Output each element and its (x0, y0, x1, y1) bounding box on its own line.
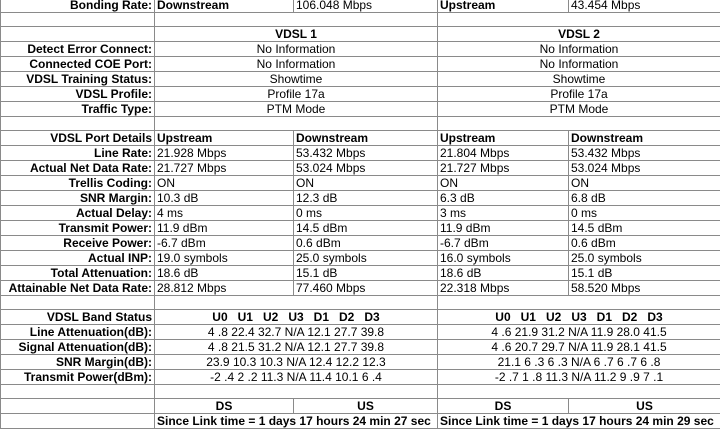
vdsl2-bands-header: U0 U1 U2 U3 D1 D2 D3 (438, 310, 720, 325)
status-row: VDSL Training Status: Showtime Showtime (1, 72, 720, 87)
bonding-downstream-label: Downstream (155, 0, 294, 13)
vdsl2-us-header: US (569, 399, 720, 414)
vdsl1-upstream-header: Upstream (155, 131, 294, 146)
bonding-downstream-value: 106.048 Mbps (294, 0, 438, 13)
link-time-row (1, 414, 720, 429)
band-row: Signal Attenuation(dB): 4 .8 21.5 31.2 N/A 12.1 27.7 39.8 4 .6 20.7 29.7 N/A 11.9 28.1 41.5 (1, 340, 720, 355)
bonding-upstream-label: Upstream (438, 0, 569, 13)
port-detail-row: SNR Margin: 10.3 dB 12.3 dB 6.3 dB 6.8 dB (1, 191, 720, 206)
port-detail-row: Receive Power: -6.7 dBm 0.6 dBm -6.7 dBm 0.6 dBm (1, 236, 720, 251)
port-detail-row: Actual INP: 19.0 symbols 25.0 symbols 16.0 symbols 25.0 symbols (1, 251, 720, 266)
vdsl2-header: VDSL 2 (438, 27, 720, 42)
band-status-label: VDSL Band Status (1, 310, 155, 325)
band-status-header-row (1, 310, 720, 325)
port-details-header-row (1, 131, 720, 146)
bonding-rate-row (1, 0, 720, 13)
status-row: Traffic Type: PTM Mode PTM Mode (1, 102, 720, 117)
status-row: Detect Error Connect: No Information No Information (1, 42, 720, 57)
vdsl1-ds-header: DS (155, 399, 294, 414)
port-detail-row: Total Attenuation: 18.6 dB 15.1 dB 18.6 dB 15.1 dB (1, 266, 720, 281)
vdsl1-header: VDSL 1 (155, 27, 438, 42)
port-detail-row: Actual Net Data Rate: 21.727 Mbps 53.024 Mbps 21.727 Mbps 53.024 Mbps (1, 161, 720, 176)
vdsl2-downstream-header: Downstream (569, 131, 720, 146)
vdsl2-ds-header: DS (438, 399, 569, 414)
band-row: SNR Margin(dB): 23.9 10.3 10.3 N/A 12.4 12.2 12.3 21.1 6 .3 6 .3 N/A 6 .7 6 .7 6 .8 (1, 355, 720, 370)
vdsl2-link-time: Since Link time = 1 days 17 hours 24 min 29 sec (438, 414, 720, 429)
vdsl1-us-header: US (294, 399, 438, 414)
vdsl-header-row (1, 27, 720, 42)
port-detail-row: Attainable Net Data Rate: 28.812 Mbps 77.460 Mbps 22.318 Mbps 58.520 Mbps (1, 281, 720, 296)
vdsl1-bands-header: U0 U1 U2 U3 D1 D2 D3 (155, 310, 438, 325)
spacer-row (1, 117, 720, 131)
status-row: VDSL Profile: Profile 17a Profile 17a (1, 87, 720, 102)
vdsl1-downstream-header: Downstream (294, 131, 438, 146)
bonding-rate-label: Bonding Rate: (1, 0, 155, 13)
vdsl1-link-time: Since Link time = 1 days 17 hours 24 min 27 sec (155, 414, 438, 429)
spacer-row (1, 296, 720, 310)
port-detail-row: Line Rate: 21.928 Mbps 53.432 Mbps 21.804 Mbps 53.432 Mbps (1, 146, 720, 161)
spacer-row (1, 13, 720, 27)
band-row: Line Attenuation(dB): 4 .8 22.4 32.7 N/A 12.1 27.7 39.8 4 .6 21.9 31.2 N/A 11.9 28.0 41.5 (1, 325, 720, 340)
vdsl2-upstream-header: Upstream (438, 131, 569, 146)
status-row: Connected COE Port: No Information No Information (1, 57, 720, 72)
spacer-row (1, 385, 720, 399)
port-detail-row: Actual Delay: 4 ms 0 ms 3 ms 0 ms (1, 206, 720, 221)
band-row: Transmit Power(dBm): -2 .4 2 .2 11.3 N/A 11.4 10.1 6 .4 -2 .7 1 .8 11.3 N/A 11.2 9 .9 7 .1 (1, 370, 720, 385)
port-details-label: VDSL Port Details (1, 131, 155, 146)
bonding-upstream-value: 43.454 Mbps (569, 0, 720, 13)
port-detail-row: Trellis Coding: ON ON ON ON (1, 176, 720, 191)
link-header-row (1, 399, 720, 414)
port-detail-row: Transmit Power: 11.9 dBm 14.5 dBm 11.9 dBm 14.5 dBm (1, 221, 720, 236)
